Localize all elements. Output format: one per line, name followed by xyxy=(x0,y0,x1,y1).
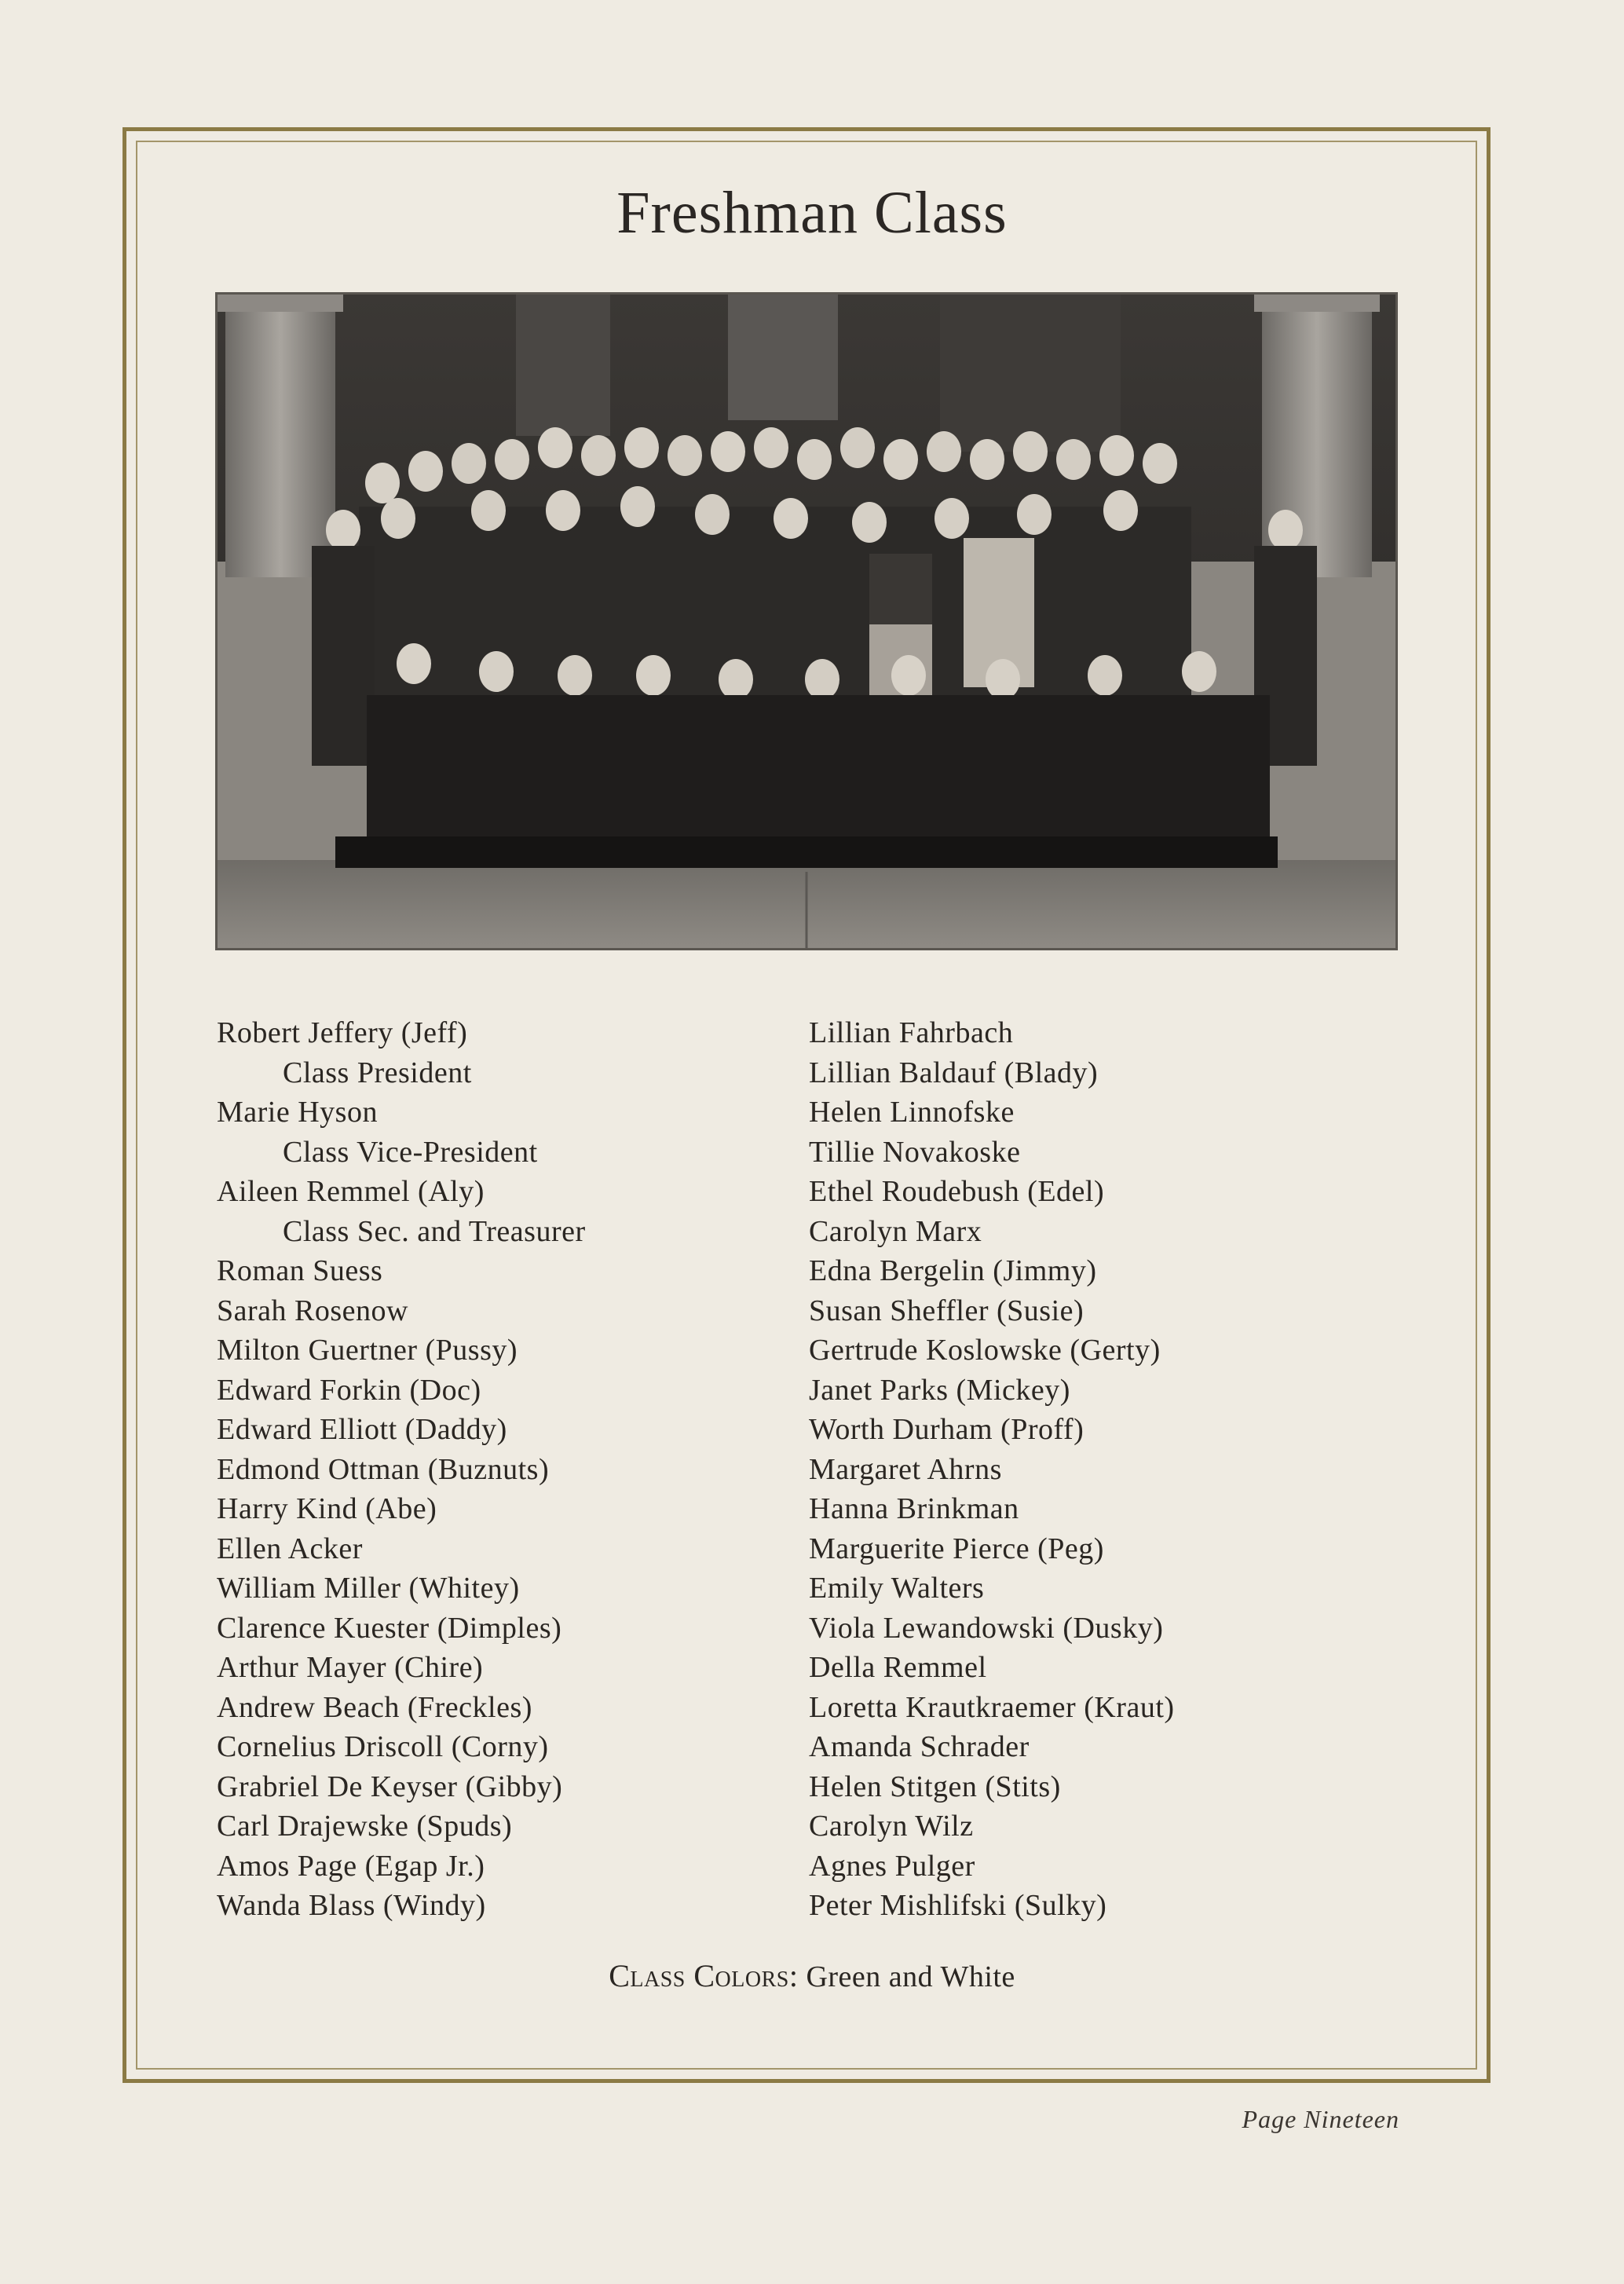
list-item: Cornelius Driscoll (Corny) xyxy=(217,1730,549,1763)
class-colors-value: Green and White xyxy=(806,1960,1015,1993)
list-item: Amanda Schrader xyxy=(809,1730,1030,1763)
list-item: Viola Lewandowski (Dusky) xyxy=(809,1611,1164,1645)
class-colors-line xyxy=(0,1957,1624,1994)
list-item: Ethel Roudebush (Edel) xyxy=(809,1175,1105,1208)
list-item: Clarence Kuester (Dimples) xyxy=(217,1611,562,1645)
list-item: Wanda Blass (Windy) xyxy=(217,1889,486,1922)
list-item: Carl Drajewske (Spuds) xyxy=(217,1810,513,1843)
list-item: Edmond Ottman (Buznuts) xyxy=(217,1452,550,1486)
list-item: Ellen Acker xyxy=(217,1532,363,1565)
class-photograph xyxy=(215,292,1398,950)
list-item: Class President xyxy=(283,1056,472,1089)
list-item: Carolyn Marx xyxy=(809,1214,982,1248)
list-item: Worth Durham (Proff) xyxy=(809,1413,1084,1446)
list-item: Robert Jeffery (Jeff) xyxy=(217,1016,468,1049)
list-item: Harry Kind (Abe) xyxy=(217,1492,437,1525)
list-item: Susan Sheffler (Susie) xyxy=(809,1294,1084,1327)
list-item: Emily Walters xyxy=(809,1572,985,1605)
list-item: Edward Forkin (Doc) xyxy=(217,1373,481,1407)
list-item: Agnes Pulger xyxy=(809,1849,975,1883)
class-colors-label: Class Colors: xyxy=(609,1958,799,1993)
class-photo-illustration xyxy=(218,295,1395,948)
list-item: Arthur Mayer (Chire) xyxy=(217,1651,484,1684)
left-name-list xyxy=(217,1013,586,1926)
list-item: Class Vice-President xyxy=(283,1135,538,1169)
list-item: Sarah Rosenow xyxy=(217,1294,408,1327)
list-item: Lillian Baldauf (Blady) xyxy=(809,1056,1099,1089)
list-item: Marguerite Pierce (Peg) xyxy=(809,1532,1104,1565)
right-name-list xyxy=(809,1013,1175,1926)
list-item: Roman Suess xyxy=(217,1254,383,1287)
list-item: Loretta Krautkraemer (Kraut) xyxy=(809,1690,1175,1724)
list-item: Della Remmel xyxy=(809,1651,987,1684)
list-item: Edward Elliott (Daddy) xyxy=(217,1413,507,1446)
list-item: Grabriel De Keyser (Gibby) xyxy=(217,1770,563,1803)
list-item: Lillian Fahrbach xyxy=(809,1016,1014,1049)
list-item: Janet Parks (Mickey) xyxy=(809,1373,1070,1407)
list-item: Gertrude Koslowske (Gerty) xyxy=(809,1334,1161,1367)
list-item: William Miller (Whitey) xyxy=(217,1572,520,1605)
list-item: Milton Guertner (Pussy) xyxy=(217,1334,518,1367)
list-item: Tillie Novakoske xyxy=(809,1135,1021,1169)
page-number: Page Nineteen xyxy=(1242,2105,1399,2133)
list-item: Margaret Ahrns xyxy=(809,1452,1002,1486)
list-item: Carolyn Wilz xyxy=(809,1810,974,1843)
list-item: Andrew Beach (Freckles) xyxy=(217,1690,532,1724)
list-item: Helen Stitgen (Stits) xyxy=(809,1770,1061,1803)
list-item: Amos Page (Egap Jr.) xyxy=(217,1849,485,1883)
list-item: Helen Linnofske xyxy=(809,1096,1015,1129)
list-item: Marie Hyson xyxy=(217,1096,378,1129)
list-item: Aileen Remmel (Aly) xyxy=(217,1175,485,1208)
list-item: Peter Mishlifski (Sulky) xyxy=(809,1889,1107,1922)
page-title: Freshman Class xyxy=(616,180,1008,246)
list-item: Hanna Brinkman xyxy=(809,1492,1019,1525)
list-item: Edna Bergelin (Jimmy) xyxy=(809,1254,1097,1287)
list-item: Class Sec. and Treasurer xyxy=(283,1214,586,1248)
